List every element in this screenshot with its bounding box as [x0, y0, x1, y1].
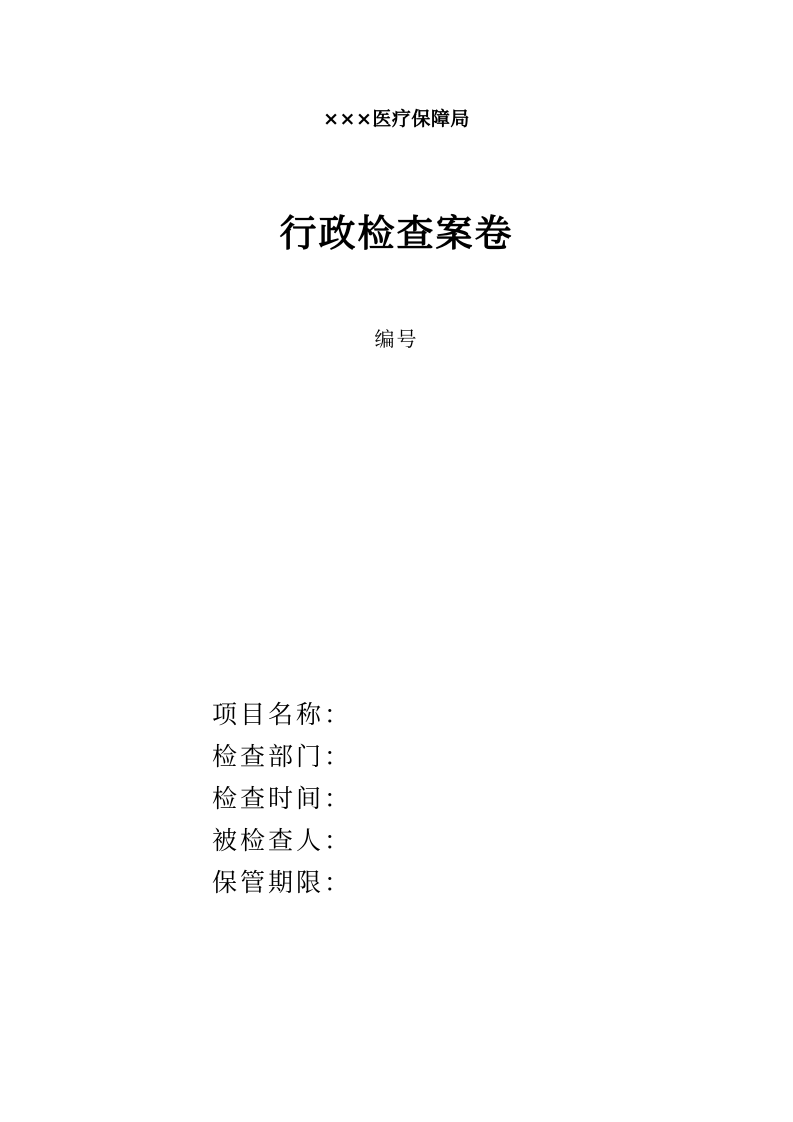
document-title: 行政检查案卷 [279, 212, 514, 255]
field-inspection-department: 检查部门： [212, 742, 353, 771]
organization-name: ×××医疗保障局 [323, 108, 470, 130]
field-list [212, 694, 632, 904]
field-retention-period: 保管期限： [212, 868, 353, 897]
serial-number-label: 编号 [374, 327, 419, 351]
field-inspected-person: 被检查人： [212, 826, 353, 855]
field-project-name: 项目名称： [212, 700, 353, 729]
field-inspection-time: 检查时间： [212, 784, 353, 813]
